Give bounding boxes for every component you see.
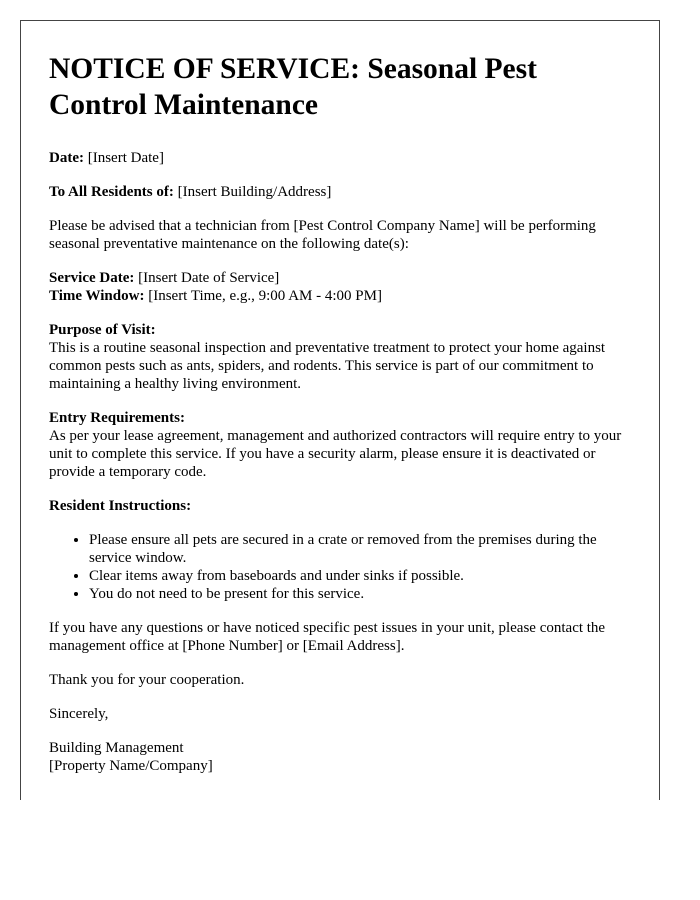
thanks-line: Thank you for your cooperation. — [49, 672, 245, 688]
purpose-text: This is a routine seasonal inspection and preventative treatment to protect your home against common pests such as ants, spiders, and rodents. This service is part of our commitment to maintaining a healthy living environment. — [49, 340, 606, 392]
residents-label: To All Residents of: — [49, 184, 174, 200]
list-item: • Clear items away from baseboards and under sinks if possible. — [89, 567, 639, 585]
date-value: [Insert Date] — [87, 150, 164, 166]
date-line — [49, 149, 639, 167]
list-item: • Please ensure all pets are secured in a crate or removed from the premises during the service window. — [89, 531, 639, 567]
intro-paragraph: Please be advised that a technician from [Pest Control Company Name] will be performing seasonal preventative maintenance on the following date(s): — [49, 218, 596, 252]
service-schedule — [49, 269, 639, 305]
signature-line-1: Building Management — [49, 740, 184, 756]
service-date-value: [Insert Date of Service] — [138, 270, 280, 286]
closing-line: Sincerely, — [49, 706, 109, 722]
purpose-section — [49, 321, 639, 393]
instructions-list — [49, 531, 639, 603]
date-label: Date: — [49, 150, 84, 166]
notice-content — [49, 51, 639, 791]
instructions-heading: Resident Instructions: — [49, 498, 192, 514]
list-item: • You do not need to be present for this service. — [89, 585, 639, 603]
time-window-value: [Insert Time, e.g., 9:00 AM - 4:00 PM] — [148, 288, 382, 304]
entry-text: As per your lease agreement, management and authorized contractors will require entry to your unit to complete this service. If you have a security alarm, please ensure it is deactivated or provide a temporary code. — [49, 428, 622, 480]
purpose-heading: Purpose of Visit: — [49, 322, 156, 338]
residents-value: [Insert Building/Address] — [177, 184, 332, 200]
signature-block — [49, 739, 639, 775]
notice-page — [20, 20, 660, 800]
service-date-label: Service Date: — [49, 270, 135, 286]
notice-title: NOTICE OF SERVICE: Seasonal Pest Control Maintenance — [49, 53, 537, 121]
entry-section — [49, 409, 639, 481]
time-window-label: Time Window: — [49, 288, 145, 304]
residents-line — [49, 183, 639, 201]
contact-paragraph: If you have any questions or have noticed specific pest issues in your unit, please contact the management office at [Phone Number] or [Email Address]. — [49, 620, 606, 654]
signature-line-2: [Property Name/Company] — [49, 758, 213, 774]
instructions-heading-line — [49, 497, 639, 515]
entry-heading: Entry Requirements: — [49, 410, 185, 426]
